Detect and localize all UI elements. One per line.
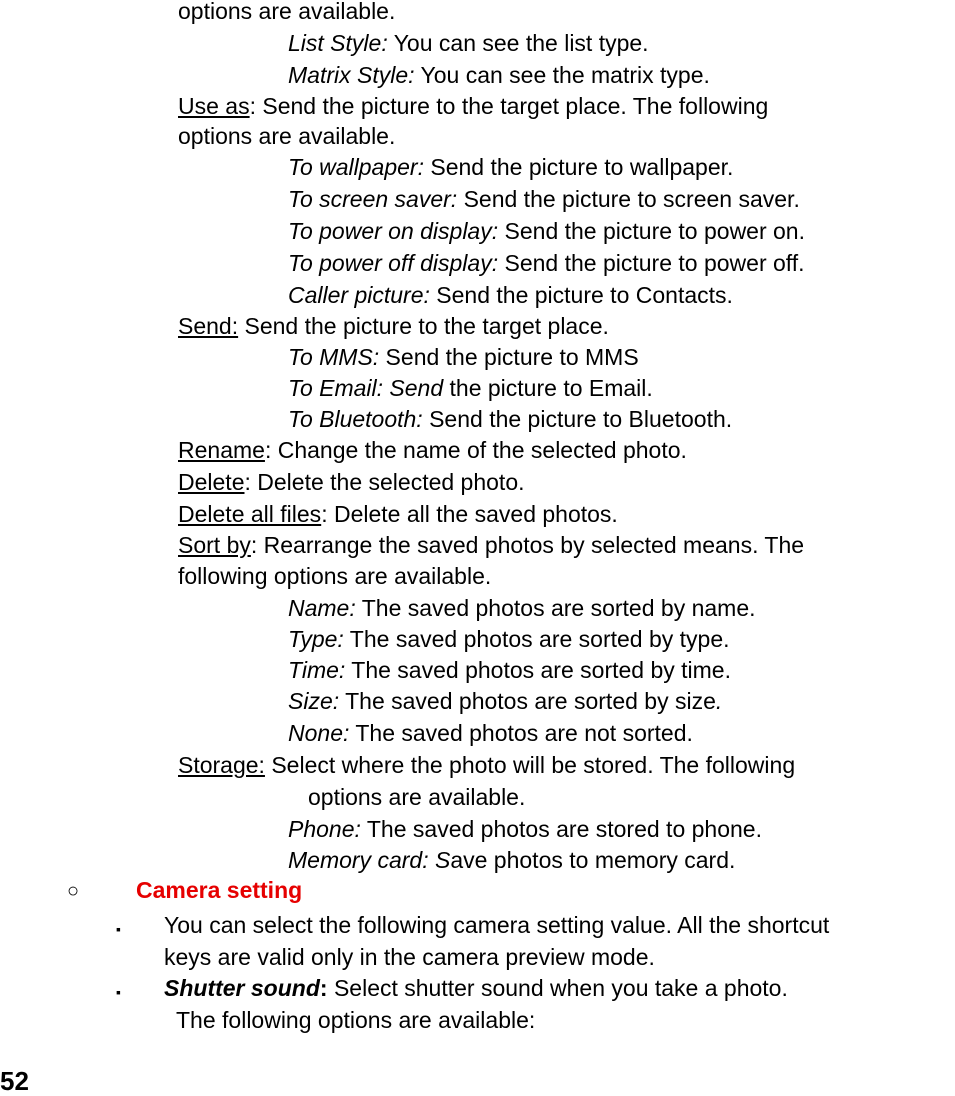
menu-term: Send: [178,313,239,339]
option-label: Time: [288,657,346,683]
shutter-sound-item: Shutter sound: Select shutter sound when you take a photo. [164,975,788,1001]
text-line: options are available. [178,123,396,149]
option-label: To MMS: [288,344,380,370]
option-to-mms: To MMS: Send the picture to MMS [288,344,639,370]
menu-item-use-as: Use as: Send the picture to the target place. The following [178,93,769,119]
option-to-screen-saver: To screen saver: Send the picture to screen saver. [288,186,800,212]
text-line: The following options are available: [176,1007,536,1033]
square-bullet-icon: ▪ [116,921,121,937]
option-phone: Phone: The saved photos are stored to phone. [288,816,762,842]
section-heading: Camera setting [136,877,303,903]
text-line: keys are valid only in the camera preview mode. [164,944,655,970]
menu-term: Storage: [178,752,265,778]
menu-item-delete-all: Delete all files: Delete all the saved photos. [178,501,618,527]
option-label: To power off display: [288,250,499,276]
option-label: None: [288,720,350,746]
page-number: 52 [0,1066,29,1096]
option-list-style: List Style: You can see the list type. [288,30,649,56]
option-label: To Email: Send [288,375,444,401]
option-label: Caller picture: [288,282,430,308]
option-matrix-style: Matrix Style: You can see the matrix type. [288,62,710,88]
option-label: Memory card: S [288,847,451,873]
option-label: Type: [288,626,344,652]
option-label: Name: [288,595,356,621]
menu-term: Use as [178,93,250,119]
option-memory-card: Memory card: Save photos to memory card. [288,847,736,873]
menu-item-storage: Storage: Select where the photo will be stored. The following [178,752,796,778]
option-sort-type: Type: The saved photos are sorted by type. [288,626,730,652]
menu-term: Sort by [178,532,251,558]
setting-term: Shutter sound [164,975,320,1001]
text-line: You can select the following camera setting value. All the shortcut [164,912,830,938]
option-to-bluetooth: To Bluetooth: Send the picture to Bluetooth. [288,406,733,432]
option-label: Size: [288,688,340,714]
menu-item-delete: Delete: Delete the selected photo. [178,469,525,495]
option-sort-none: None: The saved photos are not sorted. [288,720,693,746]
menu-term: Rename [178,437,265,463]
option-label: Matrix Style: [288,62,415,88]
option-label: List Style: [288,30,388,56]
option-label: Phone: [288,816,361,842]
text-line: options are available. [308,784,526,810]
option-caller-picture: Caller picture: Send the picture to Contacts. [288,282,733,308]
option-label: To Bluetooth: [288,406,423,432]
option-to-wallpaper: To wallpaper: Send the picture to wallpaper. [288,154,734,180]
option-sort-time: Time: The saved photos are sorted by time. [288,657,731,683]
option-label: To wallpaper: [288,154,424,180]
menu-item-sort-by: Sort by: Rearrange the saved photos by selected means. The [178,532,805,558]
option-to-power-off: To power off display: Send the picture to power off. [288,250,805,276]
menu-item-send: Send: Send the picture to the target place. [178,313,609,339]
text-line: following options are available. [178,563,492,589]
menu-item-rename: Rename: Change the name of the selected photo. [178,437,687,463]
text-line: options are available. [178,0,396,24]
option-sort-name: Name: The saved photos are sorted by name. [288,595,756,621]
option-label: To screen saver: [288,186,458,212]
option-to-power-on: To power on display: Send the picture to power on. [288,218,805,244]
option-sort-size: Size: The saved photos are sorted by size. [288,688,723,714]
menu-term: Delete all files [178,501,322,527]
circle-bullet-icon: ○ [67,880,80,902]
square-bullet-icon: ▪ [116,984,121,1000]
option-to-email: To Email: Send the picture to Email. [288,375,653,401]
option-label: To power on display: [288,218,499,244]
menu-term: Delete [178,469,245,495]
